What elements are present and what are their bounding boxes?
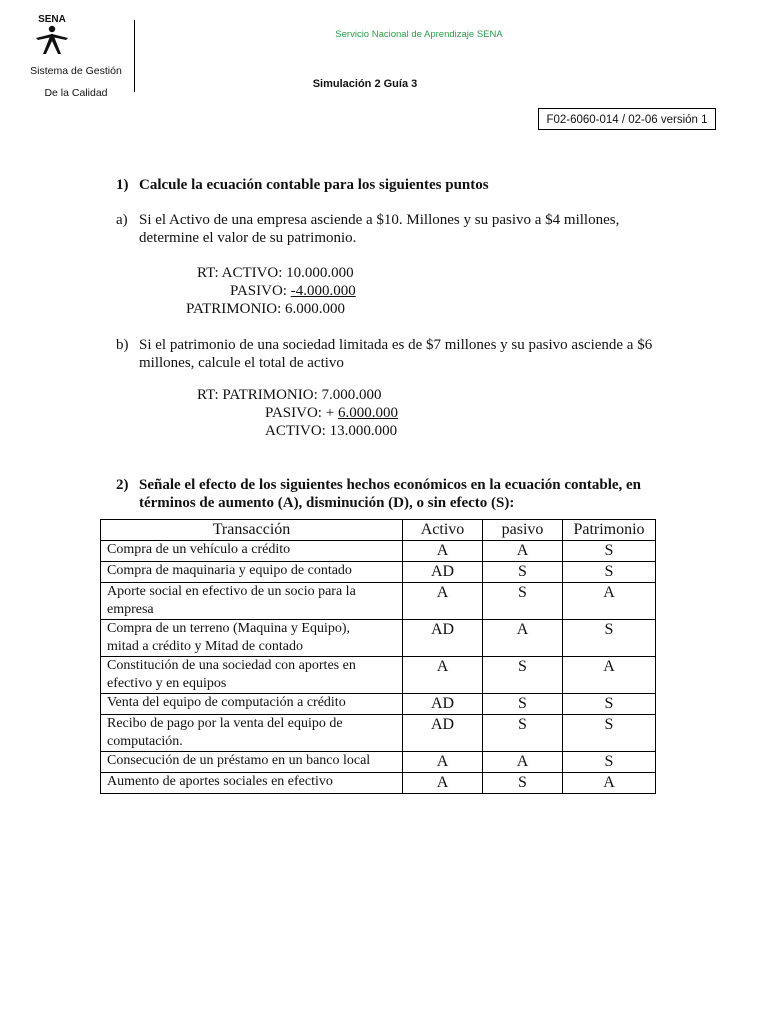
- table-row: [101, 694, 656, 715]
- table-header-row: [101, 520, 656, 541]
- patrimonio-cell: S: [563, 752, 656, 773]
- quality-system-label-2: De la Calidad: [44, 87, 108, 99]
- patrimonio-cell: S: [563, 694, 656, 715]
- item-b-result-activo: ACTIVO: 13.000.000: [265, 423, 398, 439]
- pasivo-cell: A: [483, 752, 563, 773]
- transaction-text: Compra de maquinaria y equipo de contado: [107, 563, 352, 578]
- header-activo: Activo: [403, 520, 483, 541]
- table-row: [101, 657, 656, 694]
- item-b-result-pasivo: [265, 404, 398, 422]
- activo-cell: A: [403, 752, 483, 773]
- sena-logo: [30, 12, 74, 56]
- item-a-line2: determine el valor de su patrimonio.: [139, 230, 357, 246]
- item-a-result-patrimonio: PATRIMONIO: 6.000.000: [186, 301, 346, 317]
- activo-cell: AD: [403, 694, 483, 715]
- table-row: [101, 773, 656, 794]
- patrimonio-cell: S: [563, 715, 656, 752]
- form-code-box: F02-6060-014 / 02-06 versión 1: [538, 108, 716, 130]
- pasivo-cell: A: [483, 620, 563, 657]
- item-a-line1: Si el Activo de una empresa asciende a $10. Millones y su pasivo a $4 millones,: [139, 212, 620, 228]
- transaction-cell: [101, 541, 403, 562]
- section2-heading-line2: términos de aumento (A), disminución (D), o sin efecto (S):: [139, 495, 515, 511]
- transaction-text: Aporte social en efectivo de un socio para la: [107, 584, 356, 599]
- transaction-cell: [101, 562, 403, 583]
- transaction-text: Consecución de un préstamo en un banco local: [107, 753, 371, 768]
- item-a-result-pasivo: [230, 282, 356, 300]
- pasivo-cell: S: [483, 583, 563, 620]
- transaction-cell: [101, 715, 403, 752]
- table-row: [101, 715, 656, 752]
- patrimonio-cell: A: [563, 773, 656, 794]
- item-b-pasivo-value: 6.000.000: [337, 405, 398, 421]
- transaction-text-cont: empresa: [107, 602, 154, 617]
- transaction-cell: [101, 694, 403, 715]
- effects-table: [100, 519, 656, 794]
- patrimonio-cell: S: [563, 620, 656, 657]
- item-b-line2: millones, calcule el total de activo: [139, 355, 344, 371]
- transaction-text-cont: efectivo y en equipos: [107, 676, 227, 691]
- patrimonio-cell: A: [563, 583, 656, 620]
- organization-name: Servicio Nacional de Aprendizaje SENA: [335, 29, 503, 40]
- transaction-text: Constitución de una sociedad con aportes en: [107, 658, 356, 673]
- table-row: [101, 541, 656, 562]
- pasivo-cell: S: [483, 657, 563, 694]
- quality-system-label: Sistema de Gestión: [30, 65, 122, 77]
- item-a-pasivo-label: PASIVO:: [230, 283, 291, 299]
- pasivo-cell: S: [483, 694, 563, 715]
- transaction-text-cont: computación.: [107, 734, 183, 749]
- activo-cell: AD: [403, 620, 483, 657]
- activo-cell: A: [403, 583, 483, 620]
- item-a-label: a): [116, 212, 128, 228]
- activo-cell: AD: [403, 562, 483, 583]
- section2-heading-line1: Señale el efecto de los siguientes hechos económicos en la ecuación contable, en: [139, 477, 642, 493]
- header-divider: [134, 20, 135, 92]
- item-b-result-patrimonio: RT: PATRIMONIO: 7.000.000: [197, 387, 382, 403]
- patrimonio-cell: A: [563, 657, 656, 694]
- patrimonio-cell: S: [563, 562, 656, 583]
- item-a-result-activo: RT: ACTIVO: 10.000.000: [197, 265, 354, 281]
- activo-cell: A: [403, 657, 483, 694]
- transaction-text: Aumento de aportes sociales en efectivo: [107, 774, 333, 789]
- header-transaccion: Transacción: [101, 520, 403, 541]
- pasivo-cell: S: [483, 773, 563, 794]
- section1-heading: Calcule la ecuación contable para los siguientes puntos: [139, 177, 489, 193]
- pasivo-cell: S: [483, 562, 563, 583]
- activo-cell: A: [403, 773, 483, 794]
- document-title: Simulación 2 Guía 3: [312, 78, 418, 90]
- transaction-text: Compra de un vehículo a crédito: [107, 542, 291, 557]
- table-row: [101, 752, 656, 773]
- transaction-text: Recibo de pago por la venta del equipo de: [107, 716, 343, 731]
- item-a-pasivo-value: -4.000.000: [290, 283, 356, 299]
- item-b-pasivo-label: PASIVO: +: [265, 405, 338, 421]
- transaction-cell: [101, 583, 403, 620]
- logo-text: SENA: [38, 14, 66, 25]
- patrimonio-cell: S: [563, 541, 656, 562]
- item-b-label: b): [116, 337, 129, 353]
- item-b-line1: Si el patrimonio de una sociedad limitada es de $7 millones y su pasivo asciende a $6: [139, 337, 653, 353]
- header-pasivo: pasivo: [483, 520, 563, 541]
- transaction-cell: [101, 773, 403, 794]
- table-row: [101, 562, 656, 583]
- transaction-text: Compra de un terreno (Maquina y Equipo),: [107, 621, 350, 636]
- section1-number: 1): [116, 177, 129, 193]
- transaction-text: Venta del equipo de computación a crédito: [107, 695, 346, 710]
- section2-number: 2): [116, 477, 129, 493]
- table-row: [101, 620, 656, 657]
- transaction-cell: [101, 752, 403, 773]
- table-row: [101, 583, 656, 620]
- activo-cell: A: [403, 541, 483, 562]
- header-patrimonio: Patrimonio: [563, 520, 656, 541]
- activo-cell: AD: [403, 715, 483, 752]
- transaction-text-cont: mitad a crédito y Mitad de contado: [107, 639, 303, 654]
- pasivo-cell: S: [483, 715, 563, 752]
- transaction-cell: [101, 620, 403, 657]
- pasivo-cell: A: [483, 541, 563, 562]
- transaction-cell: [101, 657, 403, 694]
